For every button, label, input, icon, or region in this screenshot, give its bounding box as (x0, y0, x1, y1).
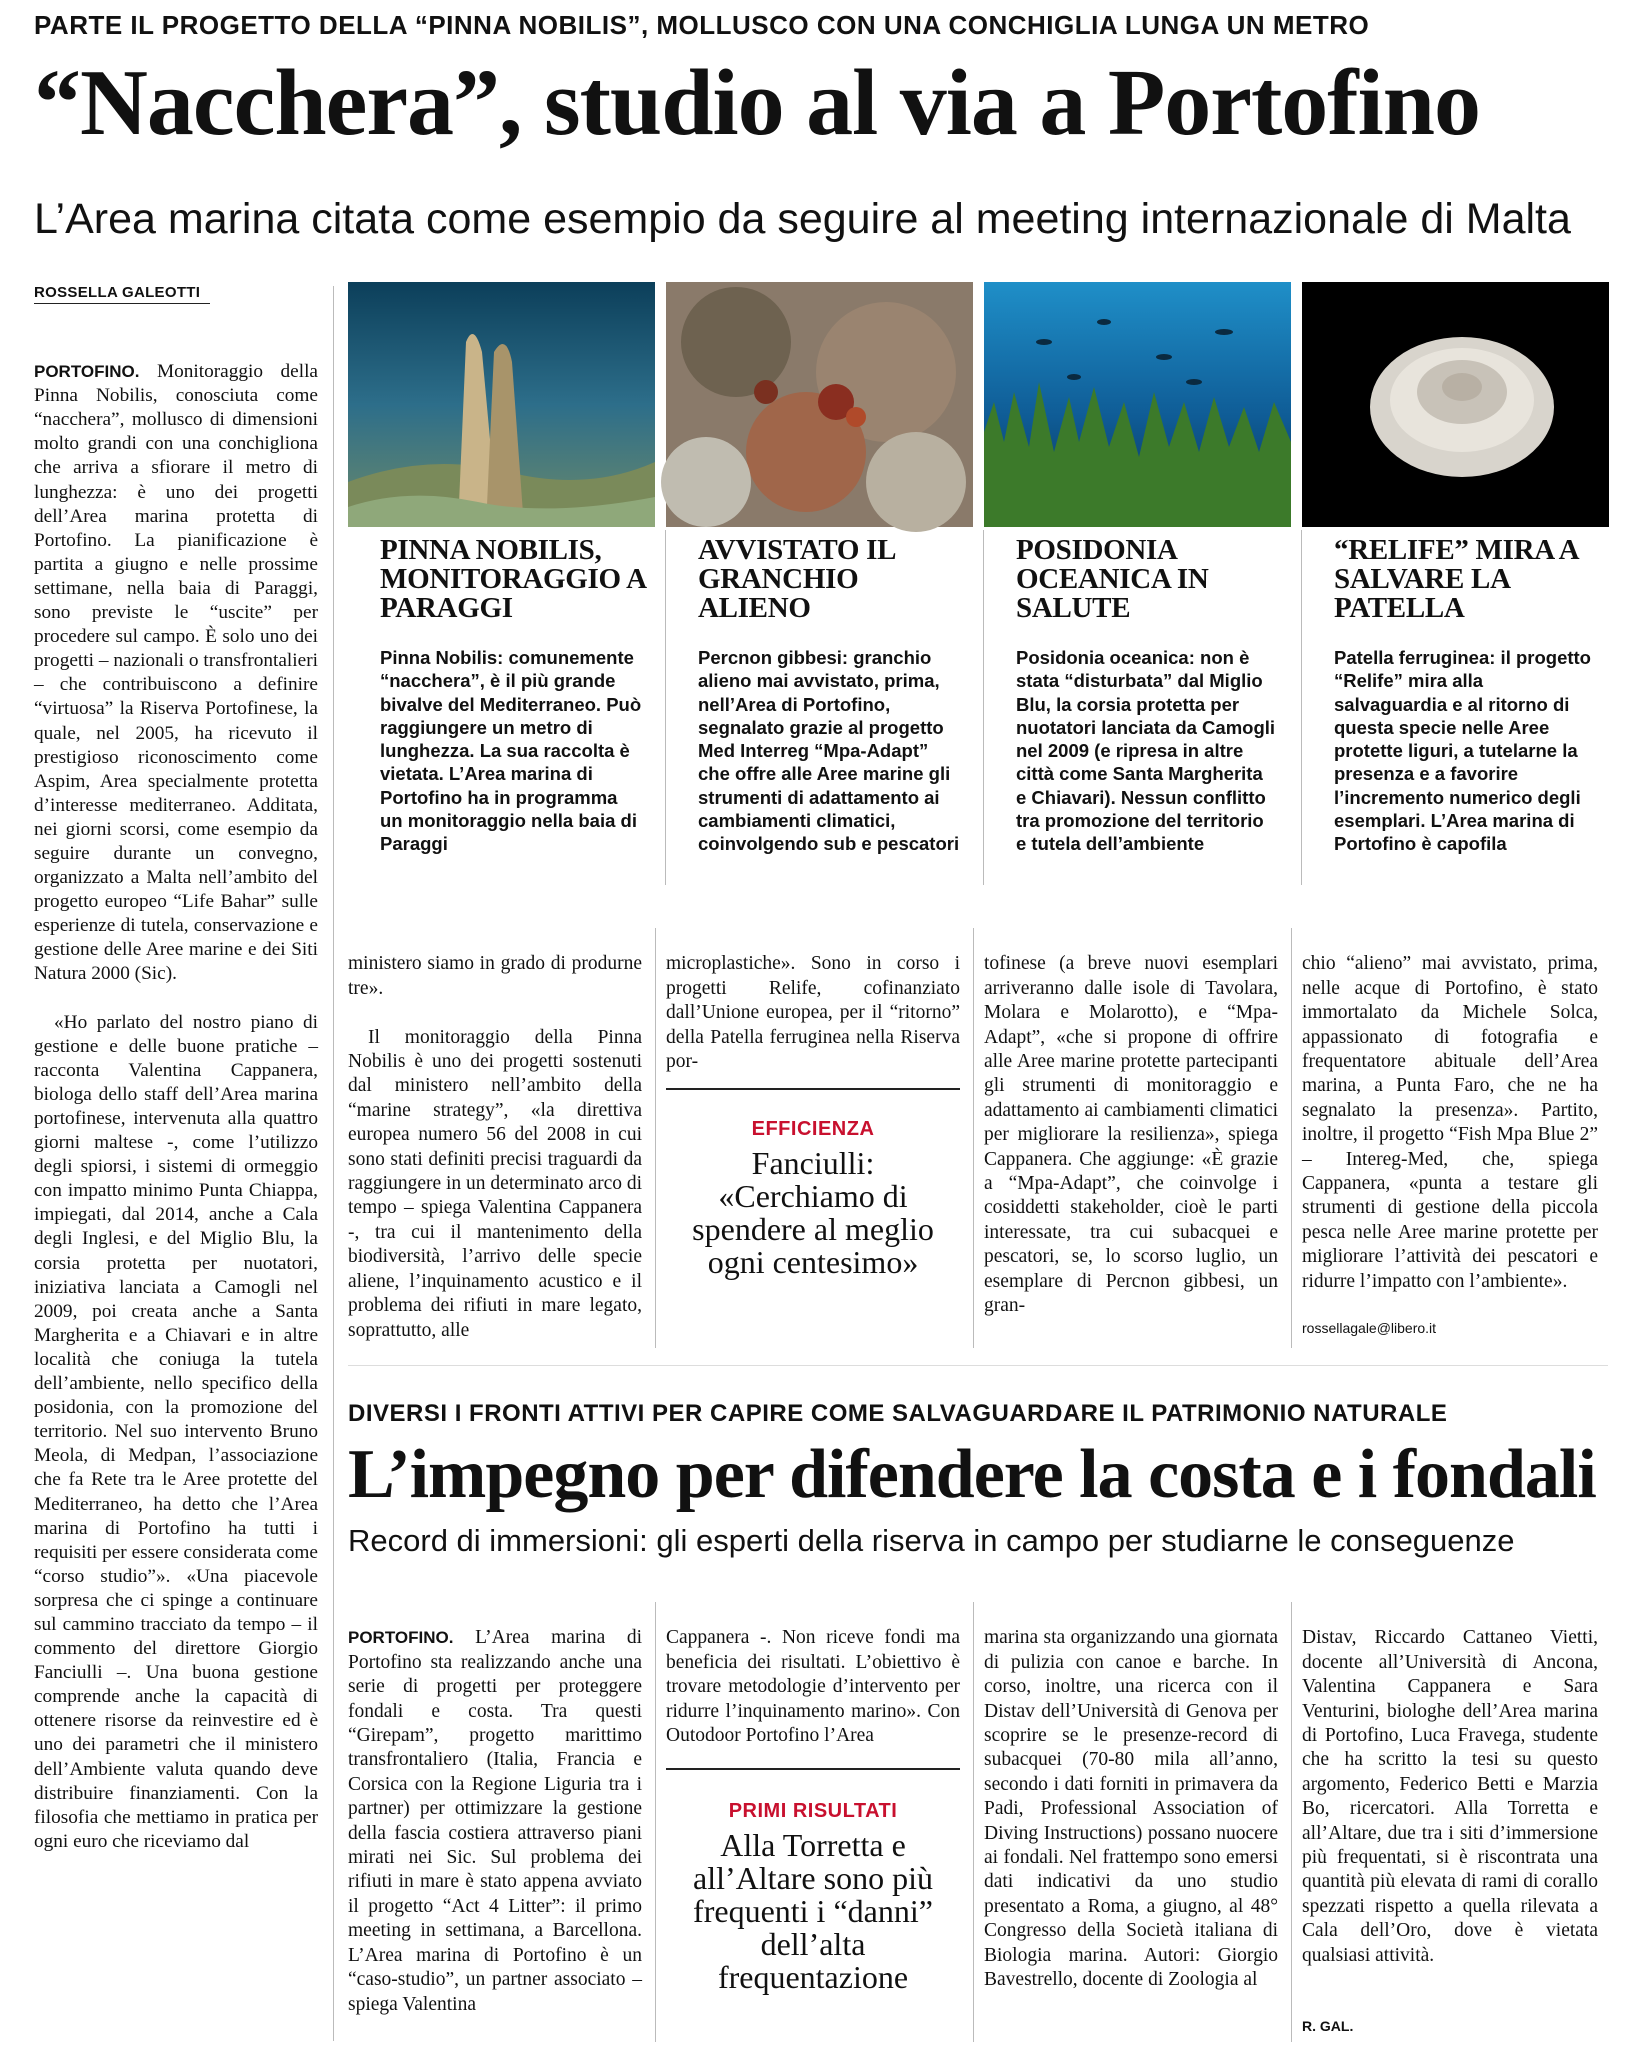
pull-quote-label: EFFICIENZA (751, 1118, 875, 1140)
article2-headline: L’impegno per difendere la costa e i fondali (348, 1436, 1596, 1513)
column-separator (1291, 1602, 1292, 2042)
pull-quote-text: Fanciulli: «Cerchiamo di spendere al meglio ogni centesimo» (692, 1145, 934, 1280)
dateline: PORTOFINO. (34, 362, 140, 382)
article1-headline: “Nacchera”, studio al via a Portofino (34, 51, 1480, 155)
column-separator (655, 928, 656, 1348)
column-paragraph: microplastiche». Sono in corso i progetti Relife, cofinanziato dall’Unione europea, per il “ritorno” della Patella ferruginea nella Riserva por- (666, 953, 960, 1073)
article2-deck: Record di immersioni: gli esperti della riserva in campo per studiarne le conseguenze (348, 1523, 1515, 1558)
column-paragraph: tofinese (a breve nuovi esemplari arriveranno dalle isole di Tavolara, Molara e Molarotto), e “Mpa-Adapt”, «che si propone di offrire alle Aree marine protette partecipanti gli strumenti di monitoraggio e adattamento ai cambiamenti climatici per migliorare la resilienza», spiega Cappanera. Che aggiunge: «È grazie a “Mpa-Adapt”, che coinvolge i cosiddetti stakeholder, cioè le parti interessate, tra cui subacquei e pescatori, se, lo scorso luglio, un esemplare di Percnon gibbesi, un gran- (984, 953, 1278, 1317)
signature-email: rossellagale@libero.it (1302, 1320, 1437, 1336)
column-paragraph: marina sta organizzando una giornata di pulizia con canoe e barche. In corso, inoltre, una ricerca con il Distav dell’Università di Genova per scoprire se le presenze-record di subacquei (70-80 mila all’anno, secondo i dati forniti in primavera da Padi, Professional Association of Diving Instructions) possano nuocere ai fondali. Nel frattempo sono emersi dati indicativi da uno studio presentato a Roma, a giugno, al 48° Congresso della Società italiana di Biologia marina. Autori: Giorgio Bavestrello, docente di Zoologia al (984, 1627, 1278, 1991)
column-paragraph: «Ho parlato del nostro piano di gestione e delle buone pratiche – racconta Valentina Cappanera, biologa dello staff dell’Area marina portofinese, intervenuta alla quattro giorni maltese -, come l’utilizzo degli spiorsi, i sistemi di ormeggio con impatto minimo Punta Chiappa, impiegati, dal 2014, anche a Cala degli Inglesi, e del Miglio Blu, la corsia protetta per nuotatori, iniziativa lanciata a Camogli nel 2009, poi creata anche a Santa Margherita e a Chiavari e in altre località che coniuga la tutela dell’ambiente, nello specifico della posidonia, con la promozione del territorio. Nel suo intervento Bruno Meola, di Medpan, l’associazione che fa Rete tra le Aree protette del Mediterraneo, ha detto che l’Area marina di Portofino ha tutti i requisiti per essere considerata come “corso studio”». «Una piacevole sorpresa che ci spinge a continuare sul cammino tracciato da tempo – il commento del direttore Giorgio Fanciulli –. Una buona gestione comprende anche la capacità di ottenere risorse da reinvestire ed è uno dei parametri che il ministero dell’Ambiente valuta quando deve distribuire finanziamenti. Con la filosofia che mettiamo in pratica per ogni euro che riceviamo dal (34, 1011, 318, 1852)
article2-column-4 (1302, 1602, 1598, 2012)
posidonia-photo (984, 282, 1291, 527)
article1-column-5 (1302, 928, 1598, 1308)
article1-column-3 (666, 928, 960, 1073)
pull-quote-text: Alla Torretta e all’Altare sono più frequenti i “danni” dell’alta frequentazione (693, 1827, 933, 1995)
column-text: Monitoraggio della Pinna Nobilis, conosciuta come “nacchera”, mollusco di dimensioni molto grandi con una conchigliona che arriva a sfiorare il metro di lunghezza: è uno dei progetti dell’Area marina protetta di Portofino. La pianificazione è partita a giugno e nelle prossime settimane, nella baia di Paraggi, sono previste le “uscite” per procedere sul campo. È solo uno dei progetti – nazionali o transfrontalieri – che contribuiscono a definire “virtuosa” la Riserva Portofinese, la quale, nel 2005, ha ricevuto il prestigioso riconoscimento come Aspim, Area specialmente protetta d’interesse mediterraneo. Additata, nei giorni scorsi, come esempio da seguire durante un convegno, organizzato a Malta nell’ambito del progetto europeo “Life Bahar” sulle esperienze di tutela, conservazione e gestione delle Aree marine e dei Siti Natura 2000 (Sic). (34, 361, 318, 985)
article1-deck: L’Area marina citata come esempio da seguire al meeting internazionale di Malta (34, 195, 1571, 243)
column-paragraph: Il monitoraggio della Pinna Nobilis è uno dei progetti sostenuti dal ministero nell’ambito della “marine strategy”, «la direttiva europea numero 56 del 2008 in cui sono stati definiti precisi traguardi da raggiungere in un determinato arco di tempo – spiega Valentina Cappanera -, tra cui il mantenimento della biodiversità, l’arrivo delle specie aliene, l’inquinamento acustico e il problema dei rifiuti in mare legato, soprattutto, alle (348, 1026, 643, 1341)
column-separator (983, 530, 984, 885)
column-paragraph: ministero siamo in grado di produrne tre». (348, 953, 642, 999)
article2-column-1 (348, 1602, 642, 2042)
column-text: L’Area marina di Portofino sta realizzando anche una serie di progetti per proteggere fondali e costa. Tra questi “Girepam”, progetto marittimo transfrontaliero (Italia, Francia e Corsica con la Regione Liguria tra i partner) per ottimizzare la gestione della fascia costiera attraverso piani mirati nei Sic. Sul problema dei rifiuti in mare è stato appena avviato il progetto “Act 4 Litter”: il primo meeting in settimana, a Barcellona. L’Area marina di Portofino è un “caso-studio”, un partner associato – spiega Valentina (348, 1627, 643, 2015)
pinna-nobilis-photo (348, 282, 655, 527)
article2-column-3 (984, 1602, 1278, 2042)
column-separator (665, 530, 666, 885)
article-separator (348, 1365, 1608, 1366)
box-3-text (1016, 646, 1278, 856)
box-4-text: Patella ferruginea: il progetto “Relife” mira alla salvaguardia e al ritorno di questa specie nelle Aree protette liguri, a tutelarne la presenza e a favorire l’incremento numerico degli esemplari. L’Area marina di Portofino è capofila (1334, 647, 1591, 855)
box-1-title: PINNA NOBILIS, MONITORAGGIO A PARAGGI (380, 534, 646, 624)
byline: ROSSELLA GALEOTTI (34, 284, 210, 304)
column-paragraph: chio “alieno” mai avvistato, prima, nelle acque di Portofino, è stato immortalato da Michele Solca, appassionato di fotografia e frequentatore abituale dell’Area marina, a Punta Faro, che ne ha segnalato la presenza». Partito, inoltre, il progetto “Fish Mpa Blue 2” – Intereg-Med, che, spiega Cappanera, «punta a testare gli strumenti di gestione della piccola pesca nelle Aree marine protette per migliorare l’attività dei pescatori e ridurre l’impatto con l’ambiente». (1302, 953, 1598, 1292)
column-paragraph: Distav, Riccardo Cattaneo Vietti, docente all’Università di Ancona, Valentina Cappanera e Sara Venturini, biologhe dell’Area marina di Portofino, Luca Fravega, studente che ha scritto la tesi su questo argomento, Federico Betti e Marzia Bo, ricercatori. Alla Torretta e all’Altare, due tra i siti d’immersione più frequentati, si è riscontrata una quantità più elevata di rami di corallo spezzati rispetto a quella rilevata a Cala dell’Oro, dove è vietata qualsiasi attività. (1302, 1627, 1598, 1966)
dateline: PORTOFINO. (348, 1628, 454, 1648)
box-1-text: Pinna Nobilis: comunemente “nacchera”, è il più grande bivalve del Mediterraneo. Può raggiungere un metro di lunghezza. La sua raccolta è vietata. L’Area marina di Portofino ha in programma un monitoraggio nella baia di Paraggi (380, 647, 642, 855)
box-4-title: “RELIFE” MIRA A SALVARE LA PATELLA (1334, 534, 1578, 624)
pull-quote-primi-risultati (666, 1768, 960, 2038)
box-3-text-body: : non è stata “disturbata” dal Miglio Blu, la corsia protetta per nuotatori lanciata da Camogli nel 2009 (e ripresa in altre città come Santa Margherita e Chiavari). Nessun conflitto tra promozione del territorio e tutela dell’ambiente (1016, 647, 1276, 855)
article1-column-2 (348, 928, 642, 1348)
article2-column-2 (666, 1602, 960, 1747)
pull-quote-label: PRIMI RISULTATI (728, 1800, 898, 1822)
column-separator (1301, 530, 1302, 885)
article2-kicker: DIVERSI I FRONTI ATTIVI PER CAPIRE COME SALVAGUARDARE IL PATRIMONIO NATURALE (348, 1400, 1448, 1427)
patella-photo (1302, 282, 1609, 527)
box-3-title: POSIDONIA OCEANICA IN SALUTE (1016, 534, 1209, 624)
box-2-title: AVVISTATO IL GRANCHIO ALIENO (698, 534, 895, 624)
column-separator (655, 1602, 656, 2042)
column-separator (973, 1602, 974, 2042)
article1-column-4 (984, 928, 1278, 1348)
box-3-text-species: Posidonia oceanica (1016, 647, 1189, 668)
pull-quote-efficienza (666, 1088, 960, 1328)
pull-quote-rule (666, 1768, 960, 1770)
box-2-text: Percnon gibbesi: granchio alieno mai avvistato, prima, nell’Area di Portofino, segnalato grazie al progetto Med Interreg “Mpa-Adapt” che offre alle Aree marine gli strumenti di adattamento ai cambiamenti climatici, coinvolgendo sub e pescatori (698, 647, 960, 855)
article1-kicker: PARTE IL PROGETTO DELLA “PINNA NOBILIS”, MOLLUSCO CON UNA CONCHIGLIA LUNGA UN METRO (34, 10, 1370, 40)
article1-column-1 (34, 336, 318, 2042)
column-separator (1291, 928, 1292, 1348)
column-paragraph: Cappanera -. Non riceve fondi ma beneficia dei risultati. L’obiettivo è trovare metodologie d’intervento per ridurre l’inquinamento marino». Con Outodoor Portofino l’Area (666, 1627, 960, 1747)
column-separator (333, 286, 334, 2041)
granchio-alieno-photo (666, 282, 973, 527)
pull-quote-rule (666, 1088, 960, 1090)
signature-initials: R. GAL. (1302, 2018, 1354, 2034)
column-separator (973, 928, 974, 1348)
